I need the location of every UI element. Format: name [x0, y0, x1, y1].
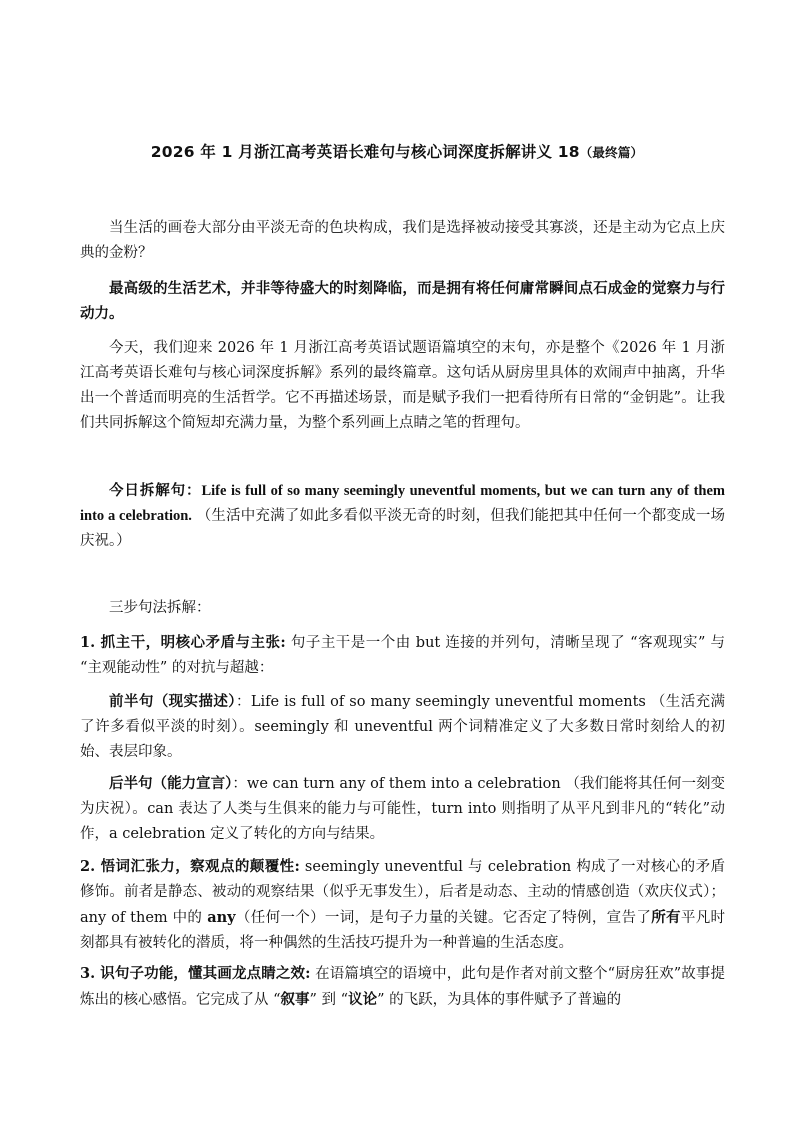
- steps-heading: 三步句法拆解：: [109, 600, 211, 616]
- step-1b-label: 后半句（能力宣言）: [109, 775, 233, 792]
- sentence-paragraph: [80, 478, 725, 554]
- intro-paragraph-1: 当生活的画卷大部分由平淡无奇的色块构成，我们是选择被动接受其寡淡，还是主动为它点上庆典的金粉？: [80, 220, 725, 261]
- document-title: [0, 140, 794, 162]
- sentence-translation: （生活中充满了如此多看似平淡无奇的时刻，但我们能把其中任何一个都变成一场庆祝。）: [80, 508, 726, 549]
- intro-paragraph-bold: 最高级的生活艺术，并非等待盛大的时刻降临，而是拥有将任何庸常瞬间点石成金的觉察力与行动力。: [80, 280, 725, 322]
- step-1a-label: 前半句（现实描述）: [109, 693, 236, 710]
- intro-paragraph-3: 今天，我们迎来 2026 年 1 月浙江高考英语试题语篇填空的末句，亦是整个《2026 年 1 月浙江高考英语长难句与核心词深度拆解》系列的最终篇章。这句话从厨房里具体的欢闹声中抽离，升华出一个普适而明亮的生活哲学。它不再描述场景，而是赋予我们一把看待所有日常的“金钥匙”。让我们共同拆解这个简短却充满力量，为整个系列画上点睛之笔的哲理句。: [80, 340, 725, 431]
- step-1a-text: ：Life is full of so many seemingly uneventful moments （生活充满了许多看似平淡的时刻）。seemingly 和 uneventful 两个词精准定义了大多数日常时刻给人的初始、表层印象。: [80, 694, 726, 760]
- step-2-title: 2. 悟词汇张力，察观点的颠覆性:: [80, 858, 300, 875]
- title-main: 2026 年 1 月浙江高考英语长难句与核心词深度拆解讲义 18: [150, 143, 580, 161]
- step-1-title: 1. 抓主干，明核心矛盾与主张:: [80, 634, 286, 651]
- step-2-text-b: （任何一个）一词，是句子力量的关键。它否定了特例，宣告了: [235, 910, 652, 926]
- step-1a-paragraph: [80, 689, 725, 765]
- step-2-text-a: seemingly uneventful 与 celebration 构成了一对核心的矛盾修饰。前者是静态、被动的观察结果（似乎无事发生），后者是动态、主动的情感创造（欢庆仪式）；any of them 中的: [80, 859, 725, 926]
- step-2-paragraph: [80, 854, 725, 956]
- step-1b-paragraph: [80, 771, 725, 847]
- step-3-argument: 议论: [348, 991, 378, 1008]
- step-2-any: any: [207, 909, 236, 926]
- step-3-title: 3. 识句子功能，懂其画龙点睛之效:: [80, 965, 311, 982]
- step-1b-text: ：we can turn any of them into a celebration （我们能将其任何一刻变为庆祝）。can 表达了人类与生俱来的能力与可能性，turn into 则指明了从平凡到非凡的“转化”动作，a celebration 定义了转化的方向与结果。: [80, 776, 725, 842]
- title-subtitle: （最终篇）: [579, 145, 644, 160]
- sentence-english: Life is full of so many seemingly uneventful moments, but we can turn any of them into a celebration.: [80, 483, 725, 524]
- step-2-text-c: 平凡时刻都具有被转化的潜质，将一种偶然的生活技巧提升为一种普遍的生活态度。: [80, 910, 726, 951]
- step-3-narrative: 叙事: [280, 991, 310, 1008]
- step-3-text-a: 在语篇填空的语境中，此句是作者对前文整个“厨房狂欢”故事提炼出的核心感悟。它完成了从 “: [80, 966, 725, 1008]
- step-1-text: 句子主干是一个由 but 连接的并列句，清晰呈现了 “客观现实” 与 “主观能动性” 的对抗与超越：: [80, 635, 725, 676]
- step-3-paragraph: [80, 961, 725, 1013]
- step-3-text-c: ” 的飞跃，为具体的事件赋予了普遍的: [377, 992, 622, 1008]
- step-2-all: 所有: [651, 909, 681, 926]
- sentence-label: 今日拆解句：: [109, 482, 202, 499]
- step-1-paragraph: [80, 630, 725, 681]
- step-3-text-b: ” 到 “: [309, 992, 349, 1008]
